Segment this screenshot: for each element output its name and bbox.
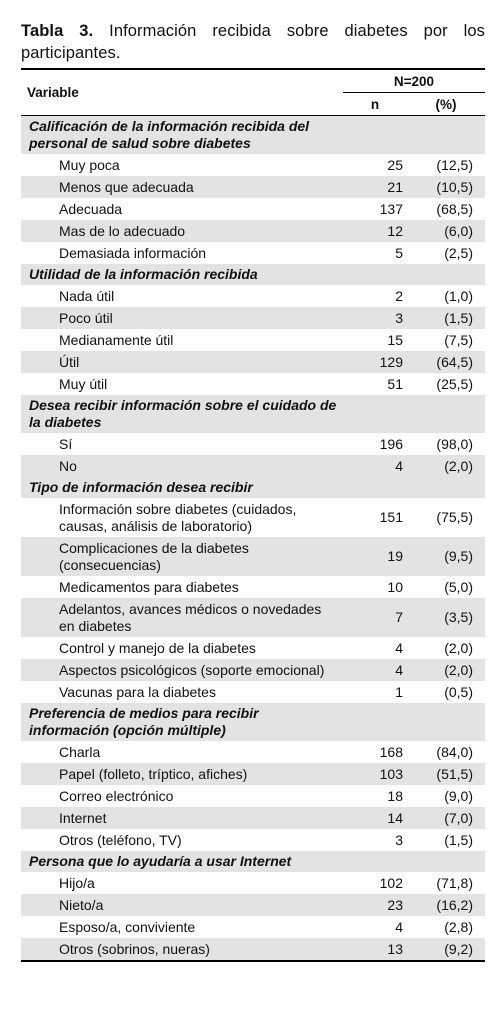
table-row — [21, 176, 485, 198]
row-n: 151 — [343, 498, 407, 537]
row-pct: (9,2) — [407, 938, 485, 961]
section-filler — [343, 395, 485, 433]
row-n: 168 — [343, 741, 407, 763]
row-n: 19 — [343, 537, 407, 576]
row-n: 4 — [343, 916, 407, 938]
row-n: 23 — [343, 894, 407, 916]
table-row — [21, 537, 485, 576]
row-label: Internet — [21, 807, 343, 829]
row-label: Mas de lo adecuado — [21, 220, 343, 242]
section-header — [21, 477, 485, 498]
row-label: Otros (sobrinos, nueras) — [21, 938, 343, 961]
section-title: Calificación de la información recibida del personal de salud sobre diabetes — [21, 116, 343, 155]
section-filler — [343, 851, 485, 872]
row-label: Correo electrónico — [21, 785, 343, 807]
row-pct: (7,5) — [407, 329, 485, 351]
row-pct: (2,5) — [407, 242, 485, 264]
row-label: Muy poca — [21, 154, 343, 176]
table-row — [21, 351, 485, 373]
row-label: Información sobre diabetes (cuidados, causas, análisis de laboratorio) — [21, 498, 343, 537]
row-pct: (1,0) — [407, 285, 485, 307]
row-n: 102 — [343, 872, 407, 894]
pct-header: (%) — [435, 96, 457, 112]
row-label: Complicaciones de la diabetes (consecuencias) — [21, 537, 343, 576]
table-row — [21, 659, 485, 681]
row-pct: (2,0) — [407, 659, 485, 681]
table-row — [21, 154, 485, 176]
row-n: 103 — [343, 763, 407, 785]
row-n: 129 — [343, 351, 407, 373]
table-row — [21, 785, 485, 807]
caption-label: Tabla 3. — [21, 22, 94, 40]
row-pct: (16,2) — [407, 894, 485, 916]
section-filler — [343, 477, 485, 498]
table-row — [21, 938, 485, 961]
row-pct: (7,0) — [407, 807, 485, 829]
row-label: Hijo/a — [21, 872, 343, 894]
table-row — [21, 198, 485, 220]
row-label: Otros (teléfono, TV) — [21, 829, 343, 851]
table-row — [21, 455, 485, 477]
table-row — [21, 329, 485, 351]
row-label: Muy útil — [21, 373, 343, 395]
row-pct: (68,5) — [407, 198, 485, 220]
section-header — [21, 116, 485, 155]
row-n: 7 — [343, 598, 407, 637]
row-pct: (6,0) — [407, 220, 485, 242]
row-pct: (12,5) — [407, 154, 485, 176]
table-row — [21, 242, 485, 264]
row-pct: (71,8) — [407, 872, 485, 894]
row-n: 137 — [343, 198, 407, 220]
row-label: Menos que adecuada — [21, 176, 343, 198]
row-n: 4 — [343, 637, 407, 659]
row-n: 3 — [343, 829, 407, 851]
row-pct: (9,5) — [407, 537, 485, 576]
table-caption — [21, 20, 485, 64]
row-pct: (75,5) — [407, 498, 485, 537]
row-label: Sí — [21, 433, 343, 455]
row-n: 10 — [343, 576, 407, 598]
section-title: Desea recibir información sobre el cuidado de la diabetes — [21, 395, 343, 433]
row-n: 5 — [343, 242, 407, 264]
row-pct: (5,0) — [407, 576, 485, 598]
document — [21, 0, 485, 962]
row-pct: (2,0) — [407, 455, 485, 477]
table-row — [21, 637, 485, 659]
row-pct: (1,5) — [407, 307, 485, 329]
table-row — [21, 220, 485, 242]
row-n: 18 — [343, 785, 407, 807]
data-table — [21, 68, 485, 962]
variable-header: Variable — [27, 85, 79, 100]
table-row — [21, 807, 485, 829]
table-row — [21, 872, 485, 894]
row-n: 14 — [343, 807, 407, 829]
row-pct: (25,5) — [407, 373, 485, 395]
table-row — [21, 741, 485, 763]
row-label: Demasiada información — [21, 242, 343, 264]
section-title: Tipo de información desea recibir — [21, 477, 343, 498]
row-label: Medicamentos para diabetes — [21, 576, 343, 598]
row-n: 4 — [343, 455, 407, 477]
table-row — [21, 894, 485, 916]
table-row — [21, 576, 485, 598]
row-pct: (10,5) — [407, 176, 485, 198]
row-pct: (1,5) — [407, 829, 485, 851]
section-filler — [343, 703, 485, 741]
row-label: Nada útil — [21, 285, 343, 307]
table-row — [21, 307, 485, 329]
row-n: 15 — [343, 329, 407, 351]
row-label: Control y manejo de la diabetes — [21, 637, 343, 659]
row-label: Aspectos psicológicos (soporte emocional) — [21, 659, 343, 681]
row-label: Charla — [21, 741, 343, 763]
row-n: 12 — [343, 220, 407, 242]
row-label: Vacunas para la diabetes — [21, 681, 343, 703]
group-header: N=200 — [343, 69, 485, 93]
row-n: 196 — [343, 433, 407, 455]
row-pct: (9,0) — [407, 785, 485, 807]
row-label: Adecuada — [21, 198, 343, 220]
row-label: Medianamente útil — [21, 329, 343, 351]
row-n: 25 — [343, 154, 407, 176]
table-row — [21, 598, 485, 637]
section-header — [21, 264, 485, 285]
table-row — [21, 433, 485, 455]
row-label: Nieto/a — [21, 894, 343, 916]
row-n: 13 — [343, 938, 407, 961]
table-row — [21, 916, 485, 938]
row-pct: (2,0) — [407, 637, 485, 659]
row-pct: (98,0) — [407, 433, 485, 455]
row-label: Papel (folleto, tríptico, afiches) — [21, 763, 343, 785]
row-pct: (0,5) — [407, 681, 485, 703]
row-label: No — [21, 455, 343, 477]
section-title: Utilidad de la información recibida — [21, 264, 343, 285]
n-header: n — [370, 96, 380, 112]
section-header — [21, 851, 485, 872]
row-pct: (2,8) — [407, 916, 485, 938]
row-n: 3 — [343, 307, 407, 329]
table-row — [21, 681, 485, 703]
table-body — [21, 116, 485, 962]
section-header — [21, 703, 485, 741]
row-n: 51 — [343, 373, 407, 395]
row-n: 1 — [343, 681, 407, 703]
row-label: Útil — [21, 351, 343, 373]
row-pct: (64,5) — [407, 351, 485, 373]
caption-text: Información recibida sobre diabetes por los participantes. — [21, 22, 486, 62]
row-pct: (84,0) — [407, 741, 485, 763]
row-label: Poco útil — [21, 307, 343, 329]
row-n: 4 — [343, 659, 407, 681]
section-filler — [343, 264, 485, 285]
table-row — [21, 373, 485, 395]
table-row — [21, 829, 485, 851]
row-pct: (51,5) — [407, 763, 485, 785]
row-n: 21 — [343, 176, 407, 198]
header-row-1 — [21, 69, 485, 93]
section-filler — [343, 116, 485, 155]
row-n: 2 — [343, 285, 407, 307]
table-row — [21, 285, 485, 307]
row-label: Esposo/a, conviviente — [21, 916, 343, 938]
row-pct: (3,5) — [407, 598, 485, 637]
row-label: Adelantos, avances médicos o novedades en diabetes — [21, 598, 343, 637]
table-row — [21, 498, 485, 537]
section-title: Preferencia de medios para recibir información (opción múltiple) — [21, 703, 343, 741]
section-header — [21, 395, 485, 433]
section-title: Persona que lo ayudaría a usar Internet — [21, 851, 343, 872]
table-row — [21, 763, 485, 785]
